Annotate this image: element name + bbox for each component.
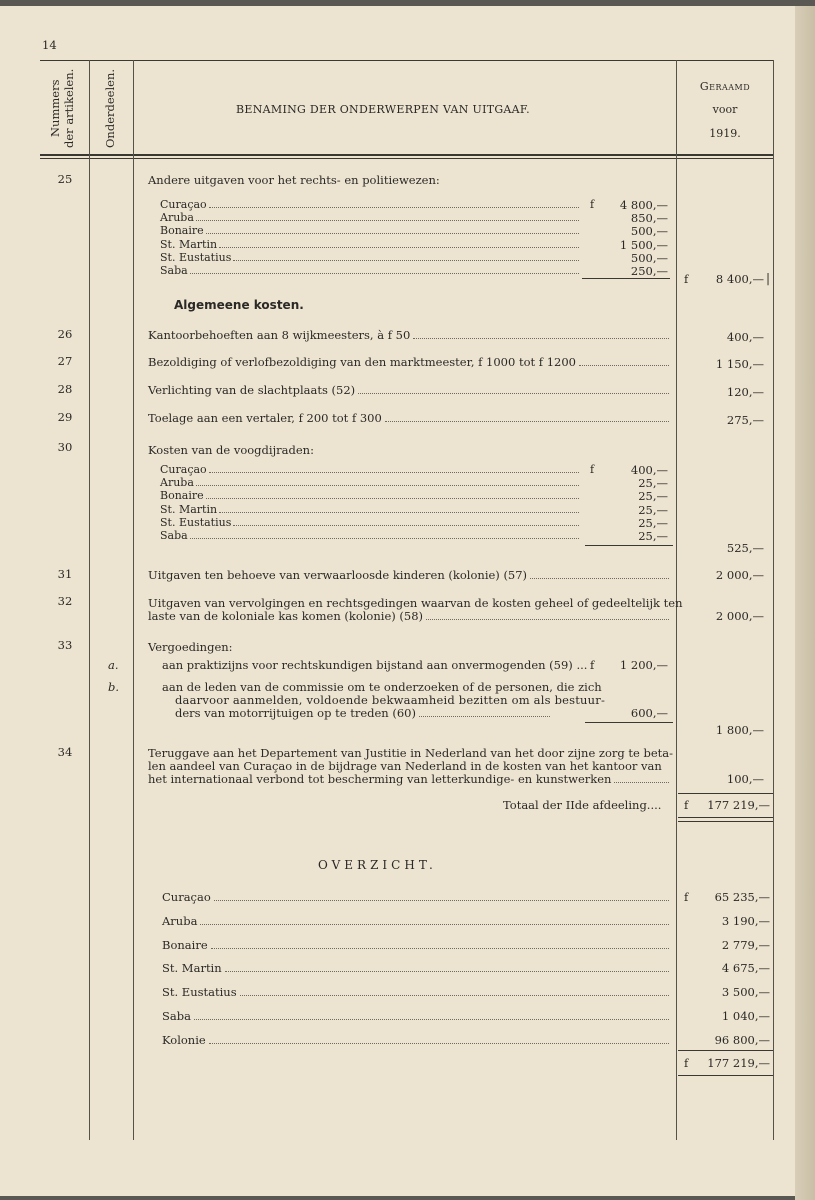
article-title: Vergoedingen: [148,640,233,654]
sub-item-line [160,251,582,264]
sub-item-amount: 25,— [638,489,668,504]
article-line: laste van de koloniale kas komen (kolonie) (58) [148,609,672,623]
overview-label: St. Eustatius [162,985,237,1000]
article-title: Andere uitgaven voor het rechts- en politiewezen: [148,173,440,187]
sub-label-a: a. [108,658,119,672]
article-amount: 2 000,— [715,568,764,582]
article-number: 34 [57,745,73,759]
header-top-rule [40,60,773,61]
column-divider-parts [133,60,134,1140]
article-line [148,411,672,425]
overview-total-rule [678,1050,773,1051]
currency-symbol: f [590,198,595,211]
sub-item-line [160,516,582,529]
overview-total: 177 219,— [707,1056,770,1070]
division-total-label: Totaal der IIde afdeeling.... [503,798,662,812]
article-amount: 120,— [726,385,764,399]
sub-item-line [160,224,582,237]
overview-title: OVERZICHT. [318,858,437,872]
sub-item-label: Aruba [160,211,194,225]
division-total-amount: 177 219,— [707,798,770,812]
sub-item-label: Curaçao [160,198,207,211]
article-amount: 400,— [726,330,764,344]
currency-symbol: f [684,272,689,286]
header-articles: Nummers der artikelen. [48,68,76,148]
overview-label: Curaçao [162,890,211,904]
article-number: 27 [57,354,73,368]
sub-item-line [160,264,582,277]
sub-item-line [160,211,582,224]
sub-item-amount: 500,— [630,250,668,265]
header-bottom-rule-thin [40,158,773,159]
overview-label: Bonaire [162,937,208,952]
overview-line [162,961,672,975]
sub-item-line [160,529,582,542]
page-number: 14 [42,38,57,52]
article-line: het internationaal verbond tot bescherming van letterkundige- en kunstwerken [148,772,672,786]
sub-item-amount: 500,— [630,224,668,239]
sub-item-label: St. Martin [160,502,218,516]
sub-item-label: Aruba [160,476,194,490]
subtotal-rule [585,545,673,546]
sub-item-amount: 850,— [630,211,668,226]
article-total: 8 400,— [715,272,764,286]
sub-item-label: Saba [160,264,188,277]
sub-amount-a: 1 200,— [619,658,668,672]
article-number: 30 [57,440,73,454]
article-line [148,355,672,369]
header-estimate-2: voor [712,103,738,116]
total-rule-top [678,793,773,794]
article-text-line1: Uitgaven van vervolgingen en rechtsgedingen waarvan de kosten geheel of gedeeltelijk ten [148,596,683,610]
article-total: 1 800,— [715,723,764,737]
overview-line [162,985,672,999]
article-amount: 1 150,— [715,357,764,371]
article-number: 33 [57,638,73,652]
sub-item-line [160,463,582,476]
overview-amount: 4 675,— [721,961,770,976]
article-line [148,328,672,342]
overview-label: St. Martin [162,961,222,976]
sub-item-label: St. Martin [160,237,218,251]
sub-item-amount: 25,— [638,515,668,530]
article-number: 32 [57,594,73,608]
article-text: Bezoldiging of verlofbezoldiging van den marktmeester, f 1000 tot f 1200 [148,355,576,369]
sub-item-amount: 25,— [638,476,668,491]
sub-text-a: aan praktizijns voor rechtskundigen bijstand aan onvermogenden (59) ... [162,658,588,672]
subtotal-rule [585,722,673,723]
sub-item-amount: 1 500,— [619,237,668,252]
sub-item-amount: 4 800,— [619,198,668,212]
header-estimate-1: Geraamd [699,80,751,93]
currency-symbol: f [590,658,595,672]
currency-symbol: f [684,890,689,904]
sub-item-amount: 25,— [638,529,668,543]
article-text: Kantoorbehoeften aan 8 wijkmeesters, à f 50 [148,328,411,342]
sub-text-b-line3: ders van motorrijtuigen op te treden (60) [175,706,553,720]
overview-amount: 2 779,— [721,937,770,952]
currency-symbol: f [590,463,595,476]
article-text: Toelage aan een vertaler, f 200 tot f 300 [148,411,382,425]
article-number: 29 [57,410,73,424]
sub-item-label: Bonaire [160,224,204,238]
article-amount: 2 000,— [715,609,764,623]
overview-line [162,938,672,952]
article-number: 25 [57,172,73,186]
sub-item-label: Saba [160,529,188,542]
sub-item-amount: 250,— [630,264,668,278]
page-edge [795,6,815,1200]
sub-item-line [160,238,582,251]
sub-item-amount: 400,— [630,463,668,477]
overview-line [162,914,672,928]
overview-line [162,890,672,904]
sub-item-label: Curaçao [160,463,207,476]
overview-total-rule-bottom [678,1075,773,1076]
sub-item-label: St. Eustatius [160,515,232,529]
column-divider-right [773,60,774,1140]
article-text-line1: Teruggave aan het Departement van Justitie in Nederland van het door zijne zorg te beta- [148,746,674,760]
article-line [148,383,672,397]
currency-symbol: f [684,798,689,812]
header-estimate-3: 1919. [709,127,741,140]
total-rule-bottom [678,817,773,818]
article-title: Kosten van de voogdijraden: [148,443,314,457]
sub-label-b: b. [108,680,120,694]
total-rule-bottom-double [678,821,773,822]
article-number: 31 [57,567,73,581]
header-subject: BENAMING DER ONDERWERPEN VAN UITGAAF. [236,103,530,116]
header-parts: Onderdeelen. [103,68,117,148]
article-amount: 275,— [726,413,764,427]
overview-line [162,1033,672,1047]
article-line: Uitgaven ten behoeve van verwaarloosde kinderen (kolonie) (57) [148,568,672,582]
subtotal-rule [582,278,670,279]
sub-item-line [160,476,582,489]
overview-amount: 1 040,— [721,1009,770,1023]
section-heading: Algemeene kosten. [174,298,304,312]
sub-item-label: Bonaire [160,489,204,503]
overview-amount: 3 500,— [721,985,770,1000]
overview-label: Saba [162,1009,191,1023]
overview-amount: 65 235,— [714,890,770,904]
sub-text-b-line1: aan de leden van de commissie om te onderzoeken of de personen, die zich [162,680,602,694]
article-number: 28 [57,382,73,396]
overview-line [162,1009,672,1023]
sub-item-line [160,198,582,211]
article-text: Verlichting van de slachtplaats (52) [148,383,356,397]
article-total: 525,— [726,541,764,555]
overview-label: Kolonie [162,1032,206,1047]
sub-text-b-line2: daarvoor aanmelden, voldoende bekwaamheid bezitten om als bestuur- [175,693,606,707]
overview-amount: 3 190,— [721,913,770,928]
sub-amount-b: 600,— [630,706,668,720]
article-number: 26 [57,327,73,341]
currency-symbol: f [684,1056,689,1070]
sub-item-line [160,503,582,516]
overview-amount: 96 800,— [714,1032,770,1047]
sub-item-line [160,489,582,502]
article-amount: 100,— [726,772,764,786]
sub-item-amount: 25,— [638,502,668,517]
overview-label: Aruba [162,913,198,928]
sub-item-label: St. Eustatius [160,250,232,264]
header-bottom-rule [40,154,773,156]
bracket-mark: | [766,271,771,285]
article-text-line2: len aandeel van Curaçao in de bijdrage van Nederland in de kosten van het kantoor van [148,759,662,773]
